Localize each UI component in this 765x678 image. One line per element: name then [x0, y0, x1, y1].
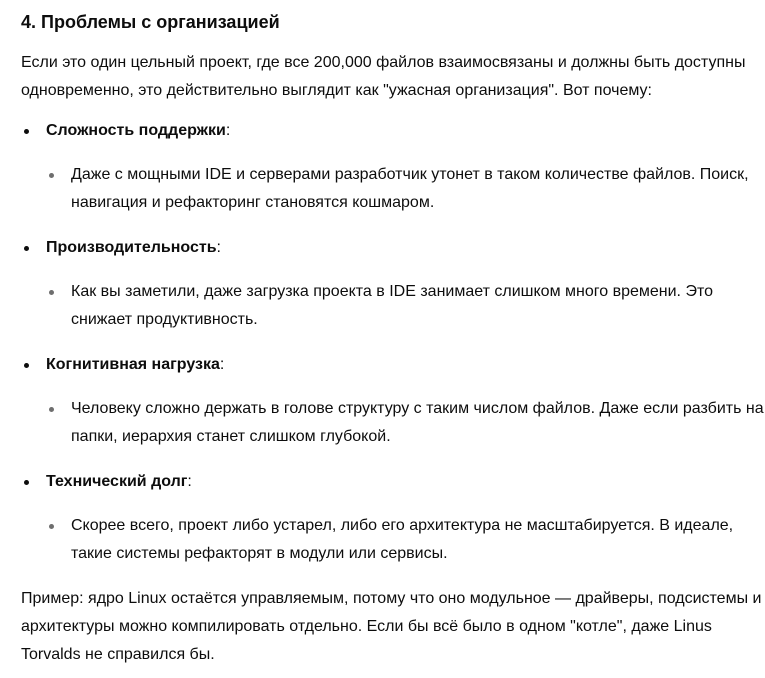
problem-detail: Даже с мощными IDE и серверами разработчик утонет в таком количестве файлов. Поиск, навигация и рефакторинг становятся кошмаром. — [46, 161, 765, 217]
problem-item-maintenance — [21, 117, 765, 217]
message-content — [0, 9, 765, 669]
problem-title: Технический долг — [46, 473, 188, 490]
problem-title: Когнитивная нагрузка — [46, 356, 220, 373]
section-heading: 4. Проблемы с организацией — [21, 12, 280, 32]
title-colon: : — [219, 356, 225, 373]
example-paragraph: Пример: ядро Linux остаётся управляемым, потому что оно модульное — драйверы, подсистемы и архитектуры можно компилировать отдельно. Если бы всё было в одном "котле", даже Linus Torvalds не справился бы. — [21, 590, 762, 663]
problem-details — [46, 278, 765, 334]
title-colon: : — [216, 239, 221, 256]
problem-title: Сложность поддержки — [46, 122, 226, 139]
title-colon: : — [187, 473, 192, 490]
problem-details — [46, 161, 765, 217]
problems-list — [21, 117, 765, 568]
intro-paragraph: Если это один цельный проект, где все 200,000 файлов взаимосвязаны и должны быть доступны одновременно, это действительно выглядит как "ужасная организация". Вот почему: — [21, 54, 746, 99]
problem-detail: Человеку сложно держать в голове структуру с таким числом файлов. Даже если разбить на папки, иерархия станет слишком глубокой. — [46, 395, 765, 451]
problem-item-performance — [21, 234, 765, 334]
problem-detail: Скорее всего, проект либо устарел, либо его архитектура не масштабируется. В идеале, такие системы рефакторят в модули или сервисы. — [46, 512, 765, 568]
problem-item-cognitive-load — [21, 351, 765, 451]
problem-detail: Как вы заметили, даже загрузка проекта в IDE занимает слишком много времени. Это снижает продуктивность. — [46, 278, 765, 334]
problem-item-tech-debt — [21, 468, 765, 568]
problem-details — [46, 395, 765, 451]
problem-title: Производительность — [46, 239, 217, 256]
problem-details — [46, 512, 765, 568]
title-colon: : — [225, 122, 231, 139]
